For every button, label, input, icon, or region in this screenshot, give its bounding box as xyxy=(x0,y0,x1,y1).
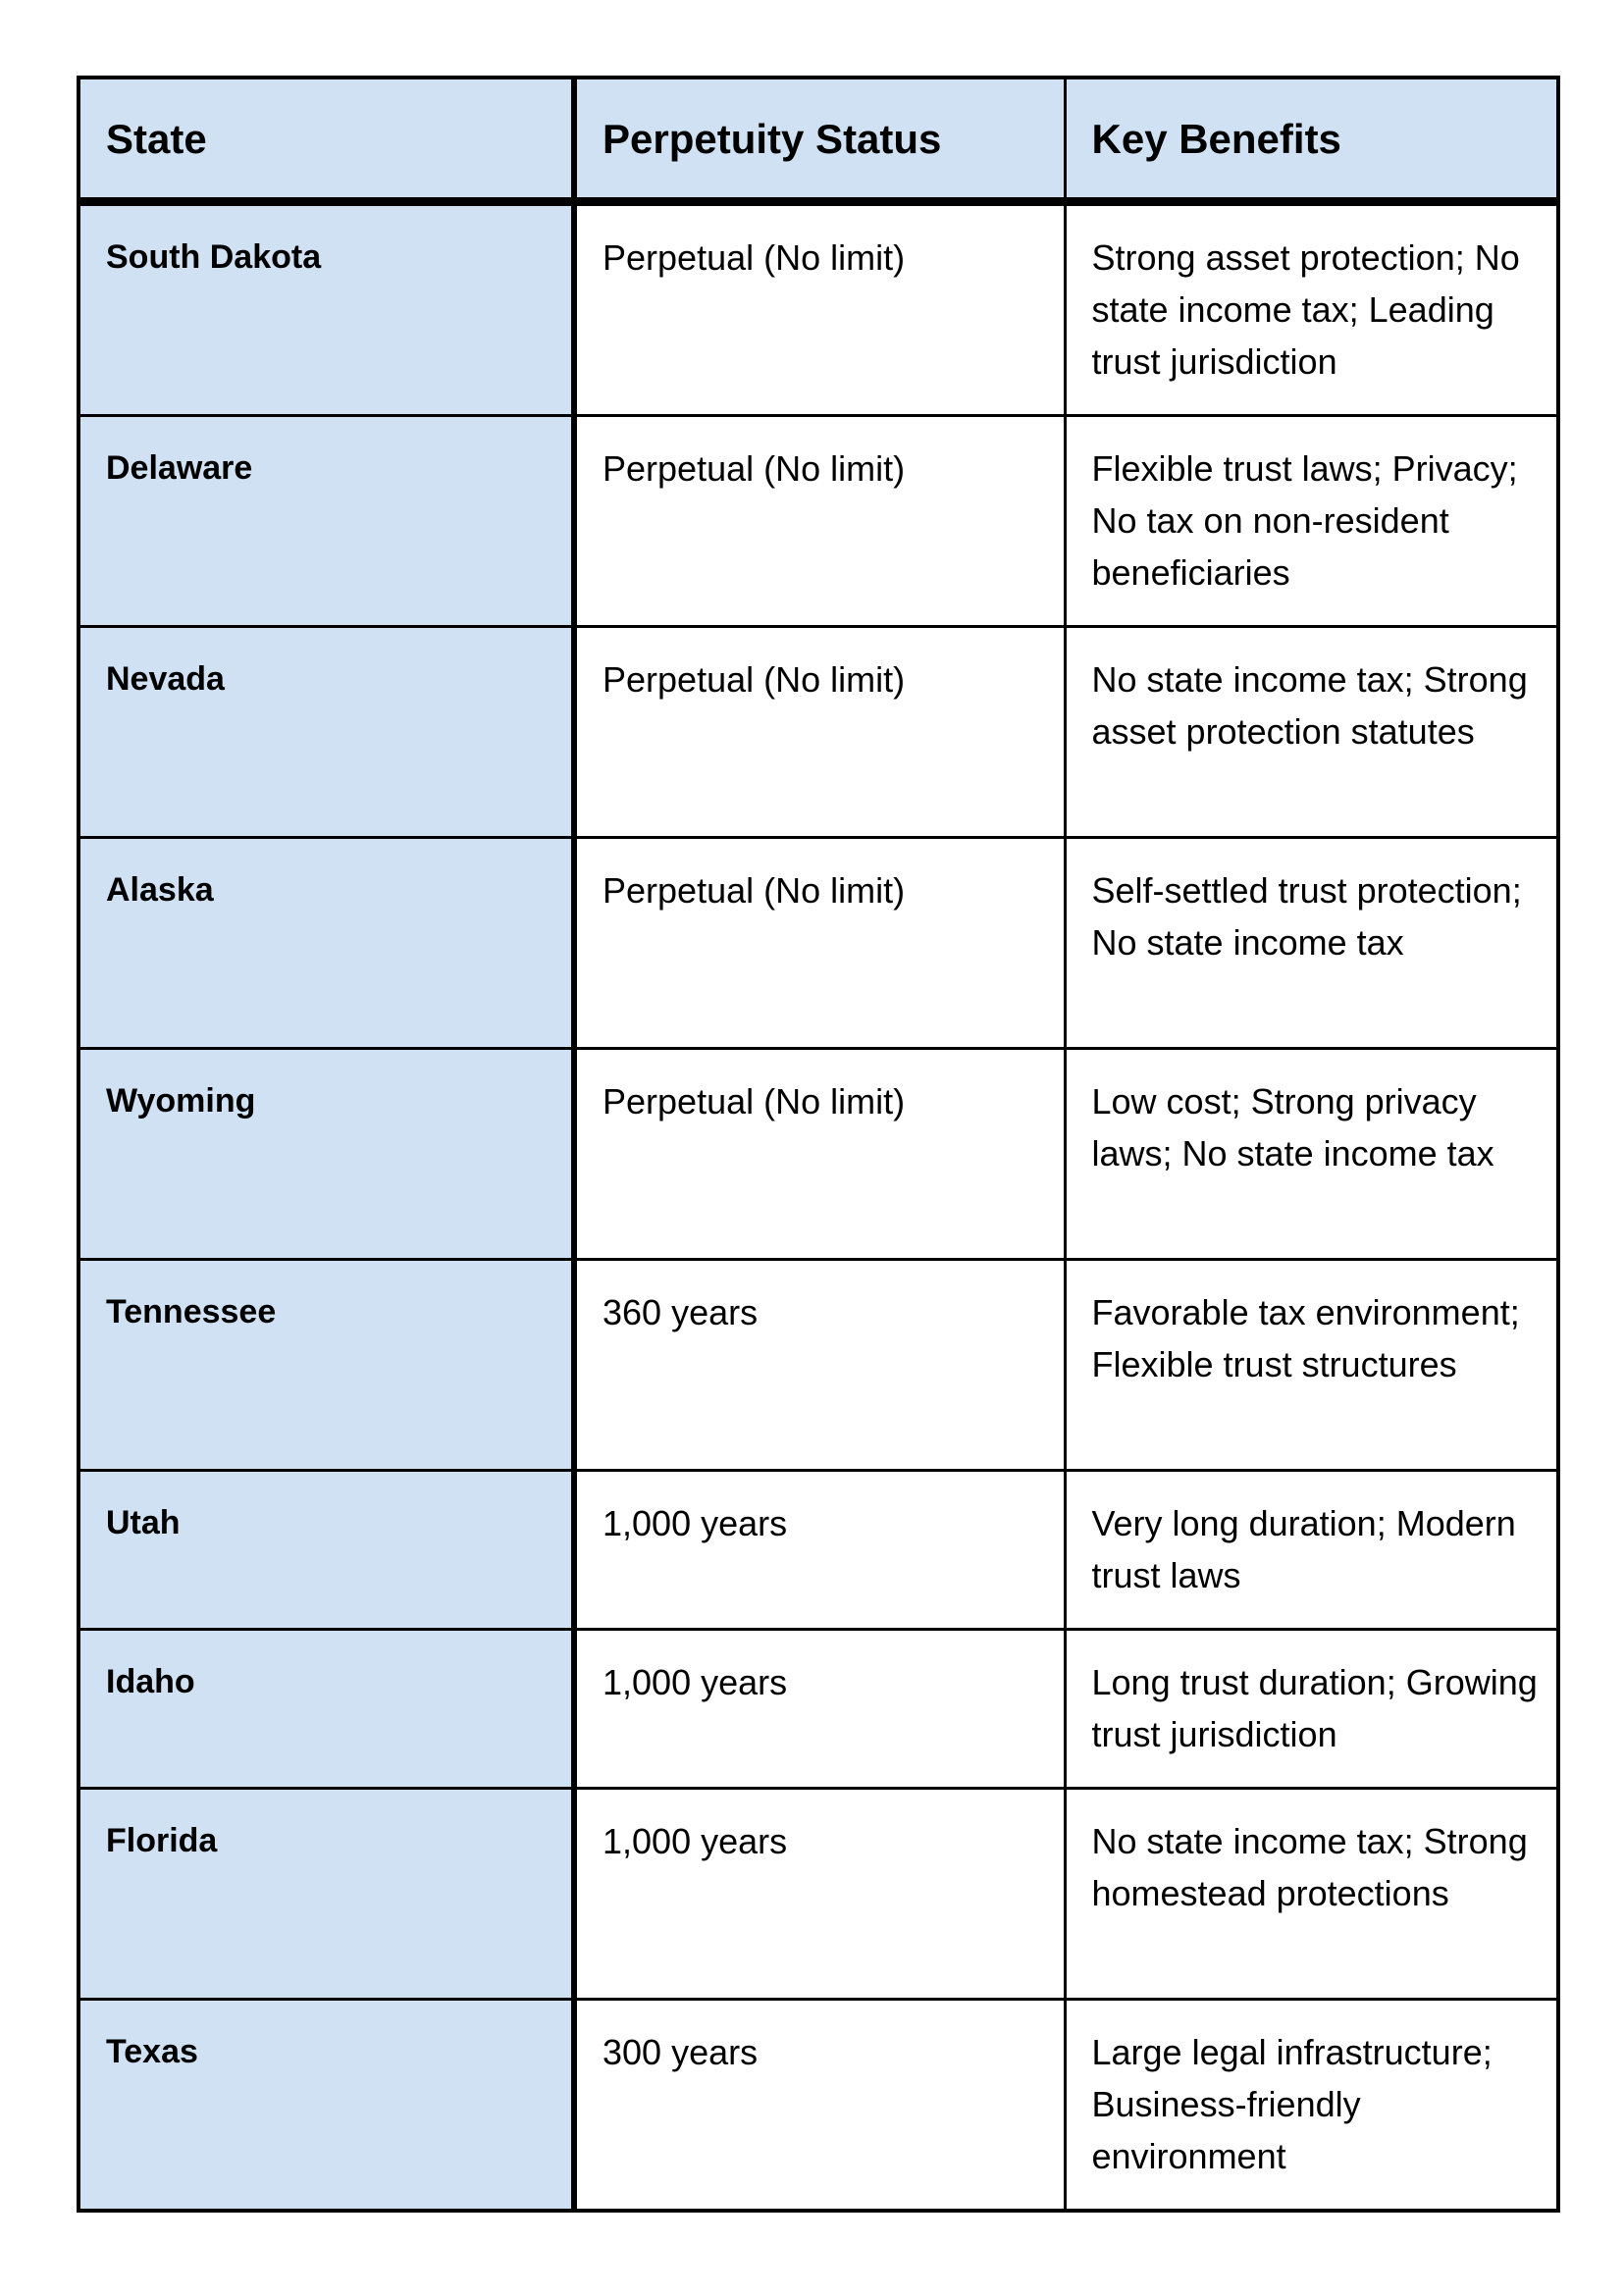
perpetuity-status-cell: Perpetual (No limit) xyxy=(574,202,1065,416)
key-benefits-cell: Large legal infrastructure; Business-friendly environment xyxy=(1065,2000,1558,2212)
state-cell: Wyoming xyxy=(79,1049,574,1260)
key-benefits-cell: Long trust duration; Growing trust jurisdiction xyxy=(1065,1630,1558,1789)
table-row xyxy=(79,202,1558,416)
state-cell: Utah xyxy=(79,1471,574,1630)
table-row xyxy=(79,1260,1558,1471)
key-benefits-cell: Very long duration; Modern trust laws xyxy=(1065,1471,1558,1630)
key-benefits-cell: Favorable tax environment; Flexible trust structures xyxy=(1065,1260,1558,1471)
table-row xyxy=(79,1789,1558,2000)
key-benefits-cell: No state income tax; Strong homestead protections xyxy=(1065,1789,1558,2000)
state-cell: Texas xyxy=(79,2000,574,2212)
perpetuity-status-cell: Perpetual (No limit) xyxy=(574,416,1065,627)
table-row xyxy=(79,416,1558,627)
key-benefits-cell: Flexible trust laws; Privacy; No tax on non-resident beneficiaries xyxy=(1065,416,1558,627)
table-row xyxy=(79,627,1558,838)
perpetuity-status-cell: 360 years xyxy=(574,1260,1065,1471)
perpetuity-status-cell: Perpetual (No limit) xyxy=(574,1049,1065,1260)
perpetuity-status-cell: 1,000 years xyxy=(574,1789,1065,2000)
table-row xyxy=(79,1630,1558,1789)
table-row xyxy=(79,2000,1558,2212)
table-body xyxy=(79,202,1558,2212)
key-benefits-cell: Self-settled trust protection; No state income tax xyxy=(1065,838,1558,1049)
perpetuity-status-cell: 1,000 years xyxy=(574,1630,1065,1789)
perpetuity-status-cell: 1,000 years xyxy=(574,1471,1065,1630)
perpetuity-status-cell: 300 years xyxy=(574,2000,1065,2212)
perpetuity-status-cell: Perpetual (No limit) xyxy=(574,627,1065,838)
key-benefits-cell: Low cost; Strong privacy laws; No state income tax xyxy=(1065,1049,1558,1260)
header-perpetuity-status: Perpetuity Status xyxy=(574,78,1065,202)
header-state: State xyxy=(79,78,574,202)
state-cell: Delaware xyxy=(79,416,574,627)
key-benefits-cell: No state income tax; Strong asset protection statutes xyxy=(1065,627,1558,838)
table-row xyxy=(79,1471,1558,1630)
state-cell: Idaho xyxy=(79,1630,574,1789)
state-cell: Alaska xyxy=(79,838,574,1049)
header-key-benefits: Key Benefits xyxy=(1065,78,1558,202)
key-benefits-cell: Strong asset protection; No state income tax; Leading trust jurisdiction xyxy=(1065,202,1558,416)
perpetuity-status-cell: Perpetual (No limit) xyxy=(574,838,1065,1049)
state-cell: South Dakota xyxy=(79,202,574,416)
trust-jurisdiction-table xyxy=(77,76,1560,2213)
table-row xyxy=(79,1049,1558,1260)
state-cell: Nevada xyxy=(79,627,574,838)
state-cell: Tennessee xyxy=(79,1260,574,1471)
state-cell: Florida xyxy=(79,1789,574,2000)
header-row xyxy=(79,78,1558,202)
table-header xyxy=(79,78,1558,202)
table-row xyxy=(79,838,1558,1049)
